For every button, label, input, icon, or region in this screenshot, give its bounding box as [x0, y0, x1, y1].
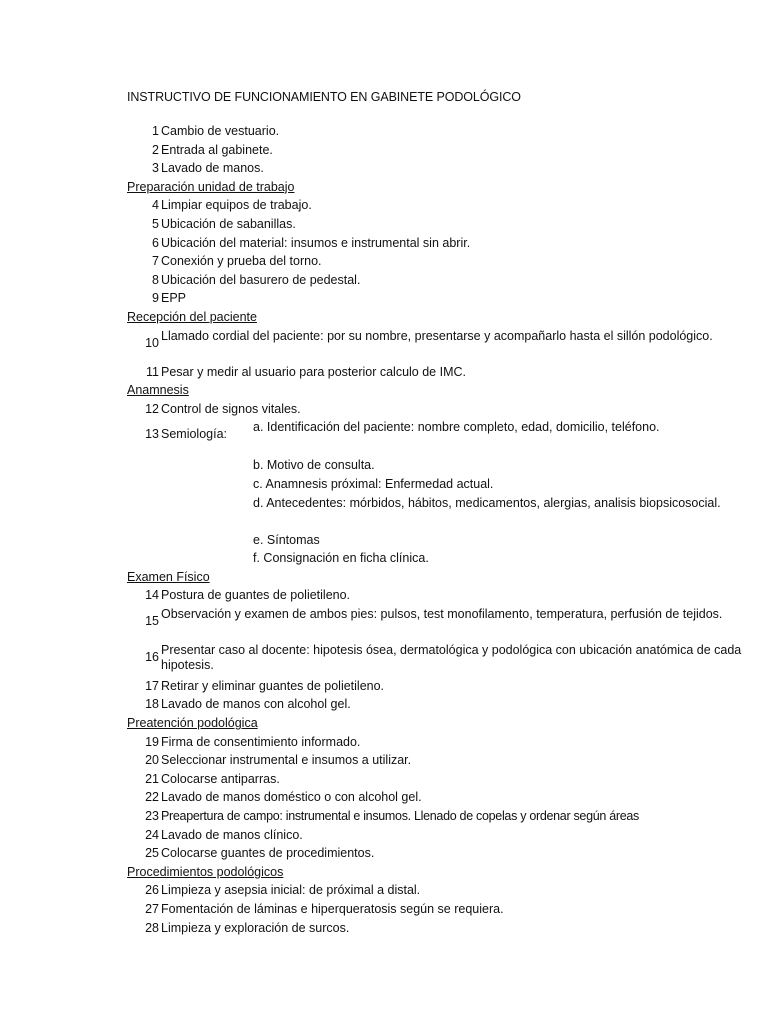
- item-number: 19: [145, 734, 159, 749]
- item-text: Postura de guantes de polietileno.: [161, 588, 351, 603]
- section-heading-anamnesis: Anamnesis: [127, 383, 189, 398]
- document-title: INSTRUCTIVO DE FUNCIONAMIENTO EN GABINETE PODOLÓGICO: [127, 90, 521, 104]
- item-number: 4: [152, 198, 159, 213]
- list-item: [127, 883, 747, 902]
- item-number: 28: [145, 920, 159, 935]
- item-text: Entrada al gabinete.: [161, 142, 273, 157]
- list-item: [127, 254, 747, 273]
- item-text: Seleccionar instrumental e insumos a utilizar.: [161, 753, 412, 768]
- item-number: 9: [152, 291, 159, 306]
- list-item: [127, 809, 747, 828]
- section-heading-recepcion: Recepción del paciente: [127, 309, 257, 324]
- item-text: Presentar caso al docente: hipotesis ósea, dermatológica y podológica con ubicación anatómica de cada hipotesis.: [161, 642, 742, 672]
- item-number: 5: [152, 216, 159, 231]
- item-number: 16: [145, 649, 159, 664]
- item-text: Limpieza y exploración de surcos.: [161, 920, 350, 935]
- list-item: [127, 902, 747, 921]
- item-text: Cambio de vestuario.: [161, 124, 280, 138]
- sub-item: a. Identificación del paciente: nombre completo, edad, domicilio, teléfono.: [253, 420, 660, 435]
- list-item: [127, 143, 747, 162]
- item-text: Limpieza y asepsia inicial: de próximal a distal.: [161, 883, 421, 898]
- item-number: 7: [152, 254, 159, 269]
- item-number: 26: [145, 883, 159, 898]
- semiologia-subitems: [253, 420, 747, 569]
- list-item: [127, 828, 747, 847]
- item-number: 15: [145, 613, 159, 628]
- sub-item: b. Motivo de consulta.: [253, 458, 375, 473]
- list-item: [127, 161, 747, 180]
- item-text: Ubicación del material: insumos e instrumental sin abrir.: [161, 235, 471, 250]
- item-number: 13: [145, 427, 159, 442]
- sub-item: c. Anamnesis próximal: Enfermedad actual.: [253, 476, 494, 491]
- item-text: Colocarse antiparras.: [161, 771, 280, 786]
- item-text: Lavado de manos doméstico o con alcohol gel.: [161, 790, 422, 805]
- item-text: Lavado de manos clínico.: [161, 827, 303, 842]
- list-item: [127, 402, 747, 421]
- section-heading-procedimientos: Procedimientos podológicos: [127, 864, 284, 879]
- instructions-list: [127, 124, 747, 939]
- item-text: Ubicación de sabanillas.: [161, 216, 296, 231]
- item-number: 18: [145, 697, 159, 712]
- list-item: [127, 273, 747, 292]
- item-text: Llamado cordial del paciente: por su nombre, presentarse y acompañarlo hasta el sillón podológico.: [161, 328, 713, 343]
- sub-item: d. Antecedentes: mórbidos, hábitos, medicamentos, alergias, analisis biopsicosocial.: [253, 495, 721, 510]
- item-number: 11: [146, 364, 159, 379]
- section-heading-preparacion: Preparación unidad de trabajo: [127, 179, 295, 194]
- item-number: 17: [145, 678, 159, 693]
- item-text: Preapertura de campo: instrumental e insumos. Llenado de copelas y ordenar según áreas: [161, 809, 639, 824]
- item-number: 10: [145, 335, 159, 350]
- list-item: [127, 607, 747, 643]
- section-heading-examen: Examen Físico: [127, 569, 210, 584]
- item-text: Retirar y eliminar guantes de polietileno.: [161, 678, 385, 693]
- item-text: Conexión y prueba del torno.: [161, 254, 322, 269]
- list-item: [127, 790, 747, 809]
- item-text: Control de signos vitales.: [161, 401, 301, 416]
- list-item: [127, 846, 747, 865]
- item-text: Fomentación de láminas e hiperqueratosis según se requiera.: [161, 902, 504, 916]
- list-item: [127, 217, 747, 236]
- item-text: Pesar y medir al usuario para posterior calculo de IMC.: [161, 364, 466, 379]
- item-number: 14: [145, 588, 159, 603]
- list-item: [127, 921, 747, 940]
- item-number: 21: [145, 771, 159, 786]
- item-text: Ubicación del basurero de pedestal.: [161, 272, 361, 287]
- list-item: [127, 735, 747, 754]
- list-item: [127, 588, 747, 607]
- item-text: Lavado de manos con alcohol gel.: [161, 697, 351, 712]
- list-item: [127, 753, 747, 772]
- item-number: 3: [152, 161, 159, 176]
- item-text: Observación y examen de ambos pies: pulsos, test monofilamento, temperatura, perfusión de tejidos.: [161, 606, 723, 621]
- semiologia-label: Semiología:: [161, 427, 228, 442]
- sub-item: e. Síntomas: [253, 532, 320, 547]
- item-number: 2: [152, 142, 159, 157]
- item-number: 22: [145, 790, 159, 805]
- item-number: 8: [152, 272, 159, 287]
- semiologia-item: [127, 420, 747, 569]
- item-number: 12: [145, 401, 159, 416]
- item-number: 25: [145, 846, 159, 861]
- list-item: [127, 124, 747, 143]
- list-item: [127, 679, 747, 698]
- list-item: [127, 772, 747, 791]
- item-number: 6: [152, 235, 159, 250]
- item-number: 24: [145, 827, 159, 842]
- item-text: Colocarse guantes de procedimientos.: [161, 846, 375, 861]
- list-item: [127, 365, 747, 384]
- item-number: 1: [152, 124, 159, 138]
- item-number: 23: [145, 809, 159, 824]
- item-number: 20: [145, 753, 159, 768]
- sub-item: f. Consignación en ficha clínica.: [253, 551, 429, 566]
- item-text: EPP: [161, 291, 187, 306]
- list-item: [127, 697, 747, 716]
- list-item: [127, 198, 747, 217]
- list-item: [127, 236, 747, 255]
- item-text: Limpiar equipos de trabajo.: [161, 198, 312, 213]
- item-number: 27: [145, 902, 159, 916]
- list-item: [127, 329, 747, 365]
- item-text: Firma de consentimiento informado.: [161, 734, 361, 749]
- section-heading-preatencion: Preatención podológica: [127, 716, 258, 731]
- list-item: [127, 291, 747, 310]
- list-item: [127, 643, 747, 679]
- item-text: Lavado de manos.: [161, 161, 264, 176]
